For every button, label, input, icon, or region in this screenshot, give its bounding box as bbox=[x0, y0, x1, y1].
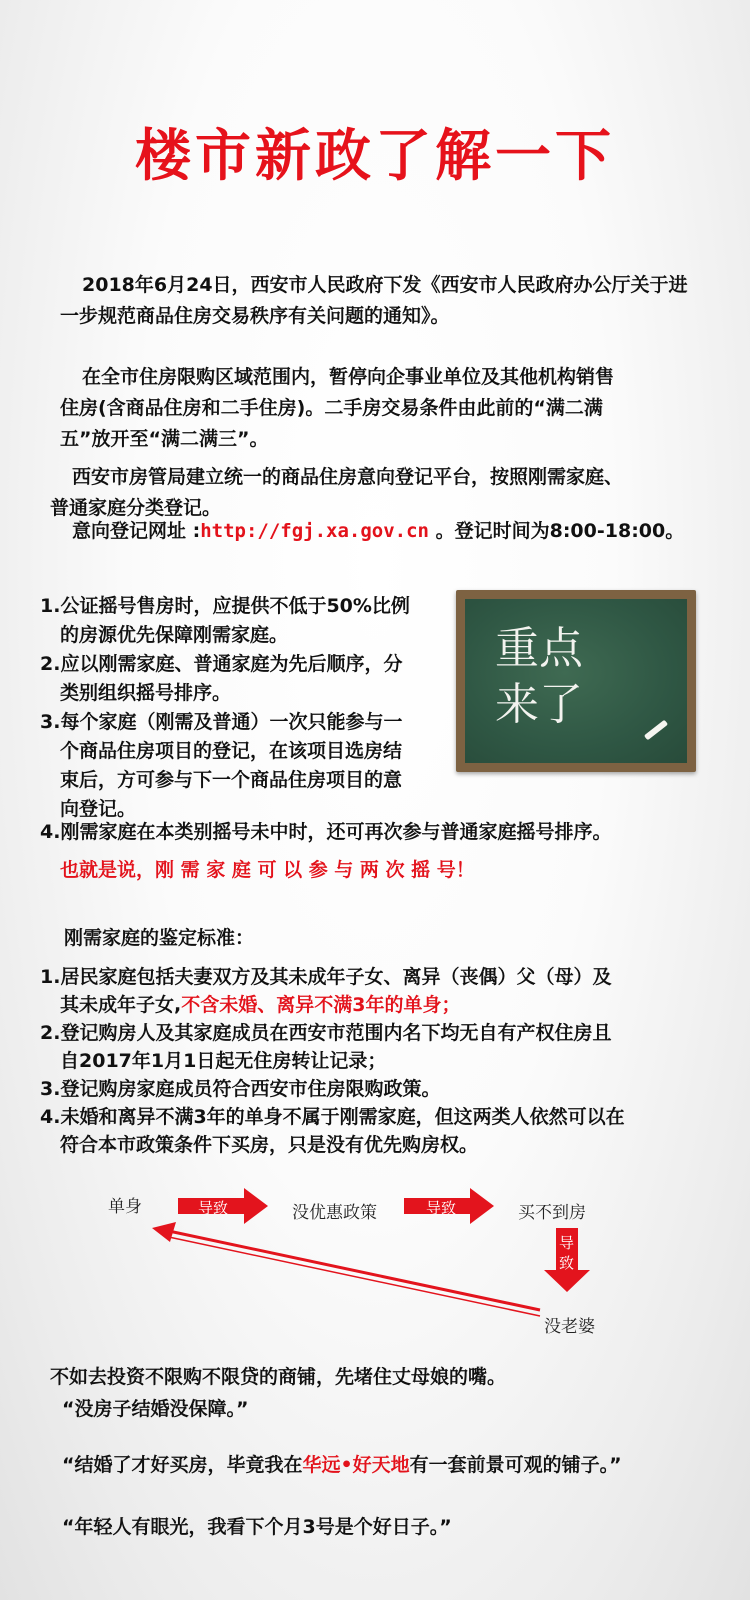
quote-2-text-a: “结婚了才好买房，毕竟我在 bbox=[62, 1454, 303, 1476]
intro-paragraph-3 bbox=[50, 462, 710, 524]
list-item-line: 的房源优先保障刚需家庭。 bbox=[60, 624, 289, 646]
quote-2-text-c: 有一套前景可观的铺子。” bbox=[409, 1454, 622, 1476]
registration-suffix: 。登记时间为8:00-18:00。 bbox=[429, 520, 685, 542]
criteria-line: 1.居民家庭包括夫妻双方及其未成年子女、离异（丧偶）父（母）及 bbox=[40, 966, 612, 988]
list-item-line: 2.应以刚需家庭、普通家庭为先后顺序，分 bbox=[40, 653, 403, 675]
list-item-line: 向登记。 bbox=[60, 798, 137, 820]
list-item bbox=[40, 650, 460, 708]
criteria-line bbox=[40, 991, 730, 1019]
closing-line: 不如去投资不限购不限贷的商铺，先堵住丈母娘的嘴。 bbox=[50, 1366, 507, 1388]
arrow-label-1: 导致 bbox=[198, 1200, 229, 1217]
criteria-item-1 bbox=[40, 963, 730, 1019]
chalk-stick bbox=[644, 720, 668, 741]
chalkboard-line-2: 来了 bbox=[495, 679, 583, 730]
intro-p3-line1: 西安市房管局建立统一的商品住房意向登记平台，按照刚需家庭、 bbox=[72, 466, 624, 488]
criteria-line: 4.未婚和离异不满3年的单身不属于刚需家庭，但这两类人依然可以在 bbox=[40, 1106, 625, 1128]
list-item-line: 束后，方可参与下一个商品住房项目的意 bbox=[60, 769, 403, 791]
chalkboard-text bbox=[495, 621, 583, 733]
quote-2 bbox=[62, 1450, 742, 1480]
chalkboard-line-1: 重点 bbox=[495, 623, 583, 674]
flow-diagram-arrows bbox=[0, 1170, 750, 1340]
criteria-line: 符合本市政策条件下买房，只是没有优先购房权。 bbox=[60, 1134, 479, 1156]
criteria-line: 2.登记购房人及其家庭成员在西安市范围内名下均无自有产权住房且 bbox=[40, 1022, 612, 1044]
arrow-label-2: 导致 bbox=[426, 1200, 457, 1217]
diagram-node-no-house: 买不到房 bbox=[518, 1203, 586, 1222]
diagram-node-no-discount: 没优惠政策 bbox=[292, 1203, 377, 1222]
quote-1: “没房子结婚没保障。” bbox=[62, 1398, 249, 1420]
intro-paragraph-1: 2018年6月24日，西安市人民政府下发《西安市人民政府办公厅关于进一步规范商品住房交易秩序有关问题的通知》。 bbox=[60, 274, 688, 327]
intro-p3-line2: 普通家庭分类登记。 bbox=[50, 497, 222, 519]
diagram-node-no-wife: 没老婆 bbox=[544, 1317, 595, 1336]
highlight-text: 也就是说，刚 需 家 庭 可 以 参 与 两 次 摇 号！ bbox=[60, 859, 475, 881]
criteria-text: 其未成年子女, bbox=[60, 994, 182, 1016]
arrow-label-3b: 致 bbox=[559, 1255, 575, 1272]
list-item-line: 类别组织摇号排序。 bbox=[60, 682, 232, 704]
criteria-line: 自2017年1月1日起无住房转让记录； bbox=[60, 1050, 387, 1072]
chalkboard-image bbox=[456, 590, 696, 772]
criteria-item-4 bbox=[40, 1103, 730, 1159]
intro-p2-line1: 在全市住房限购区域范围内，暂停向企事业单位及其他机构销售 bbox=[82, 366, 615, 388]
key-points-list bbox=[40, 592, 460, 824]
criteria-heading: 刚需家庭的鉴定标准： bbox=[64, 927, 255, 949]
criteria-red-text: 不含未婚、离异不满3年的单身； bbox=[181, 994, 461, 1016]
key-point-4: 4.刚需家庭在本类别摇号未中时，还可再次参与普通家庭摇号排序。 bbox=[40, 821, 612, 843]
chalkboard-surface bbox=[465, 599, 687, 763]
intro-p2-line2: 住房(含商品住房和二手住房)。二手房交易条件由此前的“满二满 bbox=[60, 397, 603, 419]
page-title: 楼市新政了解一下 bbox=[135, 124, 615, 189]
criteria-item-2 bbox=[40, 1019, 730, 1075]
registration-url-link[interactable]: http://fgj.xa.gov.cn bbox=[200, 520, 429, 542]
criteria-item-3: 3.登记购房家庭成员符合西安市住房限购政策。 bbox=[40, 1078, 441, 1100]
list-item-line: 个商品住房项目的登记，在该项目选房结 bbox=[60, 740, 403, 762]
return-arrow-line bbox=[164, 1230, 540, 1310]
list-item-line: 3.每个家庭（刚需及普通）一次只能参与一 bbox=[40, 711, 403, 733]
registration-prefix: 意向登记网址 : bbox=[72, 520, 201, 542]
return-arrowhead-icon bbox=[152, 1222, 176, 1242]
intro-p2-line3: 五”放开至“满二满三”。 bbox=[60, 428, 269, 450]
intro-paragraph-2 bbox=[60, 362, 700, 455]
list-item-line: 1.公证摇号售房时，应提供不低于50%比例 bbox=[40, 595, 410, 617]
arrow-label-3a: 导 bbox=[559, 1235, 575, 1252]
quote-3: “年轻人有眼光，我看下个月3号是个好日子。” bbox=[62, 1516, 452, 1538]
list-item bbox=[40, 592, 460, 650]
quote-2-brand: 华远•好天地 bbox=[302, 1454, 410, 1476]
registration-line bbox=[72, 516, 732, 547]
diagram-node-single: 单身 bbox=[108, 1197, 142, 1216]
list-item bbox=[40, 708, 460, 824]
criteria-list bbox=[40, 963, 730, 1159]
